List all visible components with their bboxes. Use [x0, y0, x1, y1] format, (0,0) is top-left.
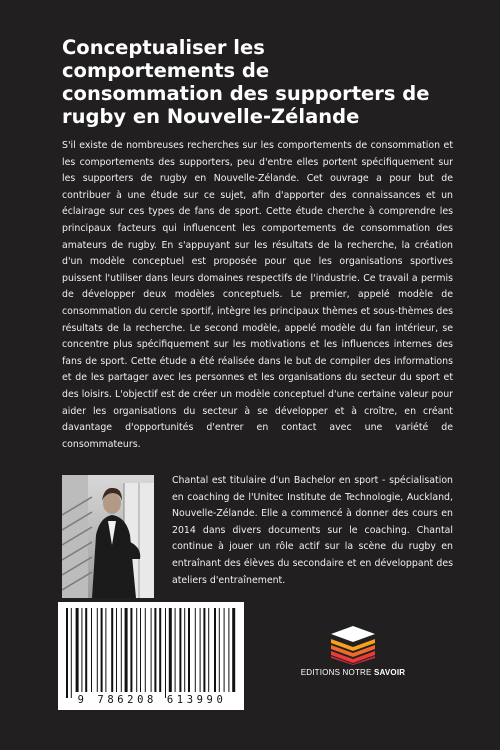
book-title	[62, 36, 462, 128]
barcode-bar	[111, 608, 113, 692]
barcode-bar	[85, 608, 87, 692]
barcode-bar	[159, 608, 161, 692]
logo-layer-1	[331, 626, 375, 642]
barcode-bar	[203, 608, 205, 692]
title-line-1: Conceptualiser les	[62, 36, 265, 59]
barcode-bar	[66, 608, 68, 698]
title-line-2: comportements de	[62, 59, 270, 82]
barcode-bar	[175, 608, 176, 692]
barcode-bar	[188, 608, 190, 692]
publisher-name	[300, 668, 406, 677]
barcode-bar	[195, 608, 196, 692]
barcode-bar	[121, 608, 122, 692]
barcode-bar	[101, 608, 103, 692]
isbn-number: 9 786208 613990	[77, 694, 227, 706]
barcode-bar	[232, 608, 235, 692]
barcode-bar	[97, 608, 98, 692]
barcode-bar	[145, 608, 146, 692]
barcode-bar	[105, 608, 106, 692]
barcode-bar	[125, 608, 128, 692]
barcode-bar	[169, 608, 172, 692]
author-biography: Chantal est titulaire d'un Bachelor en sport - spécialisation en coaching de l'Unitec Institute de Technologie, Auckland, Nouvelle-Zélande. Elle a commencé à donner des cours en 2014 dans divers documents sur le coaching. Chantal continue à jouer un rôle actif sur la scène du rugby en entraînant des élèves du secondaire et en développant des ateliers d'entraînement.	[172, 475, 453, 586]
barcode-bar	[151, 608, 152, 692]
title-line-3: consommation des supporters de	[62, 82, 430, 105]
barcode-bar	[179, 608, 181, 692]
barcode-bar	[130, 608, 132, 692]
barcode-bar	[214, 608, 216, 692]
barcode-bar	[136, 608, 137, 692]
barcode-bar	[81, 608, 82, 692]
barcode-bar	[165, 608, 166, 698]
barcode-bar	[208, 608, 209, 692]
barcode-bar	[76, 608, 79, 692]
book-summary: S'il existe de nombreuses recherches sur les comportements de consommation et les comportements des supporters, peu d'entre elles portent spécifiquement sur les supporters de rugby en Nouvelle-Zélande. Cet ouvrage a pour but de contribuer à une étude sur ce sujet, afin d'apporter des connaissances et un éclairage sur ces types de fans de sport. Cette étude cherche à comprendre les principaux facteurs qui influencent les comportements de consommation des amateurs de rugby. En s'appuyant sur les résultats de la recherche, la création d'un modèle conceptuel est proposée pour que les organisations sportives puissent l'utiliser dans leurs domaines respectifs de l'industrie. Ce travail a permis de développer deux modèles conceptuels. Le premier, appelé modèle de consommation du cercle sportif, intègre les principaux thèmes et sous-thèmes des résultats de la recherche. Le second modèle, appelé modèle du fan intérieur, se concentre plus spécifiquement sur les motivations et les influences internes des fans de sport. Cette étude a été réalisée dans le but de compiler des informations et de les partager avec les personnes et les organisations du secteur du sport et des loisirs. L'objectif est de créer un modèle conceptuel d'une certaine valeur pour aider les organisations du secteur à se développer et à croître, en créant davantage d'opportunités d'entrer en contact avec une variété de consommateurs.	[62, 140, 453, 450]
author-photo	[62, 475, 154, 598]
barcode-bar	[116, 608, 117, 692]
barcode-bar	[71, 608, 72, 698]
barcode-bar	[228, 608, 229, 692]
publisher-logo	[325, 625, 381, 665]
barcode-bar	[154, 608, 156, 692]
barcode-bar	[219, 608, 220, 692]
title-line-4: rugby en Nouvelle-Zélande	[62, 105, 360, 128]
barcode-bar	[140, 608, 141, 692]
barcode-bar	[224, 608, 225, 692]
publisher-name-regular: EDITIONS NOTRE	[300, 668, 374, 677]
barcode-bar	[184, 608, 185, 692]
publisher-name-bold: SAVOIR	[373, 668, 406, 677]
barcode-bar	[200, 608, 201, 692]
barcode-bar	[91, 608, 92, 692]
